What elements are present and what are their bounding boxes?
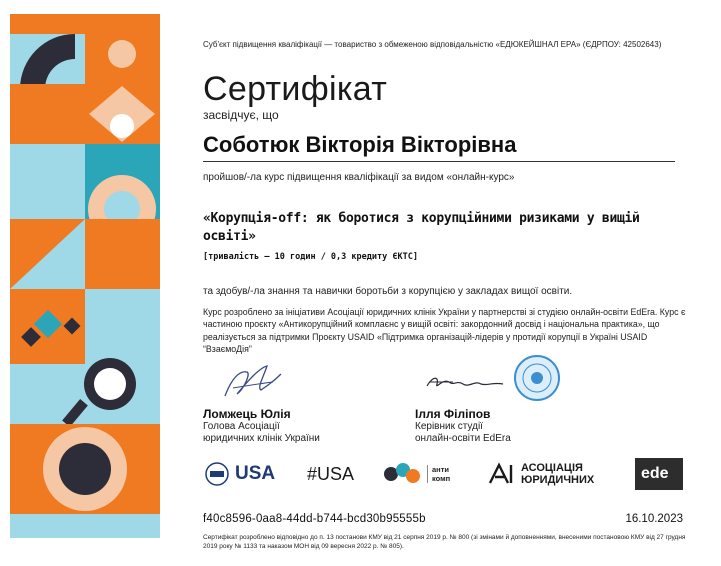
- association-icon: [487, 461, 517, 487]
- signatory-2-name: Ілля Філіпов: [415, 407, 491, 421]
- certificate-id: f40c8596-0aa8-44dd-b744-bcd30b95555b: [203, 513, 426, 525]
- name-underline: [203, 161, 675, 162]
- certifies-text: засвідчує, що: [203, 108, 279, 122]
- signatory-1-role-line2: юридичних клінік України: [203, 433, 320, 444]
- certificate-body: [203, 0, 693, 566]
- anticorruption-icon: [383, 460, 423, 488]
- anticorruption-logo: [383, 458, 450, 490]
- skills-gained-text: та здобув/-ла знання та навички боротьби з корупцією у закладах вищої освіти.: [203, 286, 573, 297]
- hashtag-logo: [307, 458, 354, 490]
- usaid-seal-icon: [203, 462, 235, 486]
- stamp-seal: [513, 354, 561, 402]
- edera-text: ede: [641, 465, 669, 482]
- completed-text: пройшов/-ла курс підвищення кваліфікації за видом «онлайн-курс»: [203, 172, 515, 183]
- usaid-logo: [203, 458, 275, 490]
- signature-1-image: [217, 360, 287, 402]
- hashtag-text: #USA: [307, 463, 355, 484]
- issuer-line: Суб'єкт підвищення кваліфікації — товариство з обмеженою відповідальністю «ЕДЮКЕЙШНАЛ ЕРА» (ЄДРПОУ: 42502643): [203, 40, 662, 49]
- decorative-pattern: [10, 14, 160, 538]
- signatory-1-role-line1: Голова Асоціації: [203, 421, 280, 432]
- association-text-2: ЮРИДИЧНИХ: [521, 474, 595, 486]
- course-title: «Корупція-off: як боротися з корупційними ризиками у вищій освіті»: [203, 211, 640, 244]
- course-description: Курс розроблено за ініціативи Асоціації юридичних клінік України у партнерстві зі студією онлайн-освіти EdEra. Курс є частиною проєкту «Антикорупційний комплаєнс у вищій освіті: закордонний досвід і національна практика», що реалізується за підтримки Проєкту USAID «Підтримка організацій-лідерів у протидії корупції в Україні USAID “ВзаємоДія”: [203, 307, 686, 355]
- recipient-name: Соботюк Вікторія Вікторівна: [203, 132, 517, 157]
- association-logo: [487, 458, 594, 490]
- signatory-2: [415, 407, 511, 445]
- signature-2-image: [423, 372, 505, 394]
- edera-logo: [635, 458, 683, 490]
- course-duration: [тривалість — 10 годин / 0,3 кредиту ЄКТС]: [203, 252, 418, 262]
- signatory-1-name: Ломжець Юлія: [203, 407, 291, 421]
- anticorruption-text-1: анти: [432, 465, 449, 474]
- certificate-title: Сертифікат: [203, 70, 388, 108]
- issue-date: 16.10.2023: [625, 513, 683, 525]
- legal-footnote: Сертифікат розроблено відповідно до п. 13 постанови КМУ від 21 серпня 2019 р. № 800 (зі змінами й доповненнями, внесеними постановою КМУ від 27 грудня 2019 року № 1133 та наказом МОН від 09 вересня 2022 р. № 805).: [203, 534, 686, 550]
- anticorruption-text-2: комп: [432, 474, 451, 483]
- signatory-2-role-line1: Керівник студії: [415, 421, 483, 432]
- signatory-2-role-line2: онлайн-освіти EdEra: [415, 433, 511, 444]
- partner-logos: [203, 458, 693, 490]
- signatory-1: [203, 407, 320, 445]
- association-text-1: АСОЦІАЦІЯ: [521, 462, 583, 474]
- usaid-text: USA: [235, 463, 276, 484]
